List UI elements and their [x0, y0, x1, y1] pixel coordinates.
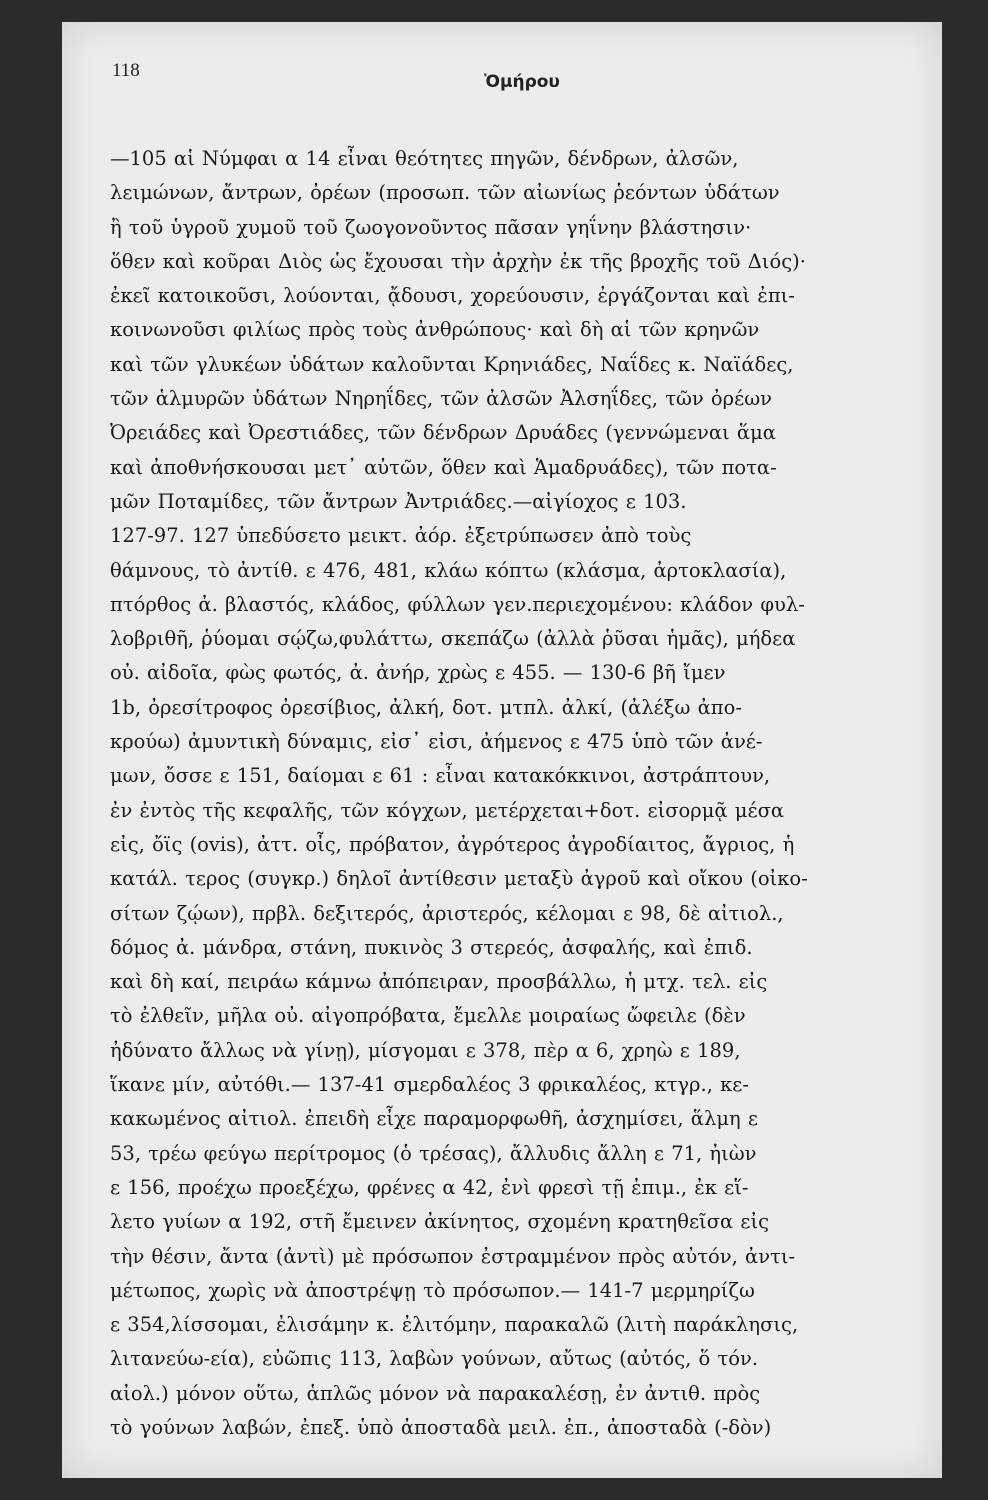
text-line: 53, τρέω φεύγω περίτρομος (ὁ τρέσας), ἄλλυδις ἄλλη ε 71, ἠιὼν — [110, 1141, 757, 1165]
text-line: μων, ὄσσε ε 151, δαίομαι ε 61 : εἶναι κατακόκκινοι, ἀστράπτουν, — [110, 764, 771, 788]
text-line: τὸ γούνων λαβών, ἐπεξ. ὑπὸ ἀποσταδὰ μειλ. ἐπ., ἀποσταδὰ (-δὸν) — [110, 1415, 772, 1439]
text-line: μέτωπος, χωρὶς νὰ ἀποστρέψῃ τὸ πρόσωπον.— 141-7 μερμηρίζω — [110, 1278, 755, 1302]
text-line: πτόρθος ἀ. βλαστός, κλάδος, φύλλων γεν.περιεχομένου: κλάδον φυλ- — [110, 592, 805, 616]
text-line: κατάλ. τερος (συγκρ.) δηλοῖ ἀντίθεσιν μεταξὺ ἀγροῦ καὶ οἴκου (οἰκο- — [110, 867, 808, 891]
text-line: τὴν θέσιν, ἄντα (ἀντὶ) μὲ πρόσωπον ἐστραμμένον πρὸς αὐτόν, ἀντι- — [110, 1244, 796, 1268]
text-line: λιτανεύω-εία), εὐῶπις 113, λαβὼν γούνων, αὔτως (αὐτός, ὅ τόν. — [110, 1347, 759, 1371]
text-line: ἵκανε μίν, αὐτόθι.— 137-41 σμερδαλέος 3 φρικαλέος, κτγρ., κε- — [110, 1073, 749, 1097]
text-line: Ὀρειάδες καὶ Ὀρεστιάδες, τῶν δένδρων Δρυάδες (γεννώμεναι ἅμα — [110, 421, 776, 445]
book-page — [62, 22, 942, 1478]
text-line: κακωμένος αἰτιολ. ἐπειδὴ εἶχε παραμορφωθῆ, ἀσχημίσει, ἅλμη ε — [110, 1107, 758, 1131]
text-line: ε 354,λίσσομαι, ἐλισάμην κ. ἐλιτόμην, παρακαλῶ (λιτὴ παράκλησις, — [110, 1313, 799, 1337]
text-line: 127-97. 127 ὑπεδύσετο μεικτ. ἀόρ. ἐξετρύπωσεν ἀπὸ τοὺς — [110, 524, 692, 548]
text-line: τὸ ἐλθεῖν, μῆλα οὐ. αἰγοπρόβατα, ἔμελλε μοιραίως ὤφειλε (δὲν — [110, 1004, 746, 1028]
text-line: λειμώνων, ἄντρων, ὀρέων (προσωπ. τῶν αἰωνίως ῥεόντων ὑδάτων — [110, 181, 780, 205]
text-line: αἰολ.) μόνον οὕτω, ἁπλῶς μόνον νὰ παρακαλέσῃ, ἐν ἀντιθ. πρὸς — [110, 1381, 761, 1405]
text-line: σίτων ζῴων), πρβλ. δεξιτερός, ἀριστερός, κέλομαι ε 98, δὲ αἰτιολ., — [110, 901, 784, 925]
text-line: εἰς, ὄϊς (ovis), ἀττ. οἶς, πρόβατον, ἀγρότερος ἀγροδίαιτος, ἄγριος, ἡ — [110, 832, 795, 856]
text-line: κοινωνοῦσι φιλίως πρὸς τοὺς ἀνθρώπους· καὶ δὴ αἱ τῶν κρηνῶν — [110, 318, 760, 342]
text-line: λοβριθῆ, ῥύομαι σῴζω,φυλάττω, σκεπάζω (ἀλλὰ ῥῦσαι ἡμᾶς), μήδεα — [110, 627, 796, 651]
text-line: ὅθεν καὶ κοῦραι Διὸς ὡς ἔχουσαι τὴν ἀρχὴν ἐκ τῆς βροχῆς τοῦ Διός)· — [110, 249, 806, 273]
text-line: ἐκεῖ κατοικοῦσι, λούονται, ᾄδουσι, χορεύουσιν, ἐργάζονται καὶ ἐπι- — [110, 284, 795, 308]
text-line: ἠδύνατο ἄλλως νὰ γίνῃ), μίσγομαι ε 378, πὲρ α 6, χρηὼ ε 189, — [110, 1038, 741, 1062]
text-line: καὶ ἀποθνήσκουσαι μετ᾽ αὐτῶν, ὅθεν καὶ Ἁμαδρυάδες), τῶν ποτα- — [110, 455, 777, 479]
text-line: οὐ. αἰδοῖα, φὼς φωτός, ἀ. ἀνήρ, χρὼς ε 455. — 130-6 βῆ ἴμεν — [110, 661, 726, 685]
text-line: κρούω) ἀμυντικὴ δύναμις, εἰσ᾽ εἰσι, ἀήμενος ε 475 ὑπὸ τῶν ἀνέ- — [110, 730, 763, 754]
text-line: δόμος ἀ. μάνδρα, στάνη, πυκινὸς 3 στερεός, ἀσφαλής, καὶ ἐπιδ. — [110, 935, 753, 959]
text-line: μῶν Ποταμίδες, τῶν ἄντρων Ἀντριάδες.—αἰγίοχος ε 103. — [110, 489, 687, 513]
text-line: θάμνους, τὸ ἀντίθ. ε 476, 481, κλάω κόπτω (κλάσμα, ἀρτοκλασία), — [110, 558, 787, 582]
text-line: ἢ τοῦ ὑγροῦ χυμοῦ τοῦ ζωογονοῦντος πᾶσαν γηΐνην βλάστησιν· — [110, 215, 752, 239]
text-line: τῶν ἁλμυρῶν ὑδάτων Νηρηΐδες, τῶν ἀλσῶν Ἀλσηΐδες, τῶν ὀρέων — [110, 387, 772, 411]
text-line: —105 αἱ Νύμφαι α 14 εἶναι θεότητες πηγῶν, δένδρων, ἀλσῶν, — [110, 147, 739, 170]
text-line: λετο γυίων α 192, στῆ ἔμεινεν ἀκίνητος, σχομένη κρατηθεῖσα εἰς — [110, 1210, 770, 1234]
text-line: ἐν ἐντὸς τῆς κεφαλῆς, τῶν κόγχων, μετέρχεται+δοτ. εἰσορμᾷ μέσα — [110, 798, 785, 822]
page-number: 118 — [112, 60, 140, 81]
text-line: 1b, ὀρεσίτροφος ὀρεσίβιος, ἀλκή, δοτ. μτπλ. ἀλκί, (ἀλέξω ἀπο- — [110, 695, 742, 719]
running-head: Ὁμήρου — [484, 72, 560, 92]
text-line: καὶ δὴ καί, πειράω κάμνω ἀπόπειραν, προσβάλλω, ἡ μτχ. τελ. εἰς — [110, 970, 768, 994]
text-line: καὶ τῶν γλυκέων ὑδάτων καλοῦνται Κρηνιάδες, Ναΐδες κ. Ναϊάδες, — [110, 352, 794, 376]
text-line: ε 156, προέχω προεξέχω, φρένες α 42, ἐνὶ φρεσὶ τῇ ἐπιμ., ἐκ εἵ- — [110, 1175, 749, 1199]
body-text — [110, 142, 930, 1445]
